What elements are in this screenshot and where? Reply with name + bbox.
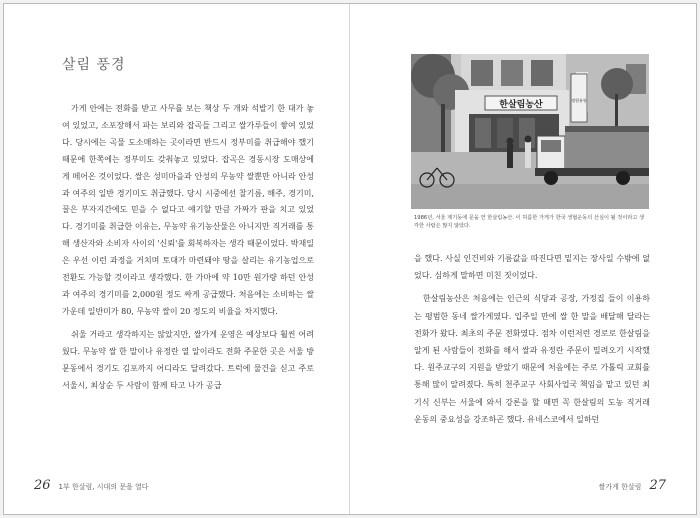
left-body-text xyxy=(62,101,314,394)
paragraph: 쉬울 거라고 생각하지는 않았지만, 쌀가게 운영은 예상보다 훨씬 어려웠다. 무농약 쌀 한 말이나 유정란 열 알이라도 전화 주문한 곳은 서울 방문동에서 경기도 김포까지 어디라도 달려갔다. 트럭에 물건을 싣고 주로 서울시, 최상순 두 사람이 함께 타고 나가 공급 xyxy=(62,329,314,390)
side-sign-text: 정원유통 xyxy=(571,98,587,103)
photo-caption: 1986년, 서울 제기동에 문을 연 한살림농산. 이 허름한 가게가 한국 생협운동의 산실이 될 것이라고 생각한 사람은 많지 않았다. xyxy=(414,215,645,229)
right-footer xyxy=(599,478,666,493)
storefront-photo xyxy=(411,54,649,209)
right-body-text xyxy=(414,250,650,428)
left-footer xyxy=(34,478,149,493)
page-number: 26 xyxy=(34,478,51,493)
paragraph: 한살림농산은 처음에는 인근의 식당과 공장, 가정집 들이 이용하는 평범한 동네 쌀가게였다. 입주일 만에 쌀 한 말을 배달해 달라는 전화가 왔다. 최초의 주문 전화였다. 점차 이런저런 경로로 한살림을 알게 된 사람들이 전화를 해서 쌀과 유정란 주문이 밀려오기 시작했다. 원주교구의 지원을 받았기 때문에 처음에는 주로 가톨릭 교회를 통해 많이 알려졌다. 특히 천주교구 사회사업국 책임을 맡고 있던 최기식 신부는 서울에 와서 강론을 할 때면 꼭 한살림의 도농 직거래 운동의 중요성을 강조하곤 했다. 유네스코에서 일하던 xyxy=(414,294,650,424)
left-page xyxy=(4,4,349,514)
book-spread xyxy=(3,3,697,515)
running-head: 1부 한살림, 시대의 문을 열다 xyxy=(58,483,149,491)
storefront-photo-illustration xyxy=(411,54,649,209)
shop-sign-text: 한살림농산 xyxy=(499,100,543,110)
paragraph: 을 했다. 사실 인건비와 기름값을 따진다면 밑지는 장사일 수밖에 없었다. 심하게 말하면 미친 짓이었다. xyxy=(414,254,650,281)
chapter-title: 살림 풍경 xyxy=(62,57,126,73)
right-page xyxy=(350,4,696,514)
running-head: 쌀가게 한살림 xyxy=(598,483,642,491)
paragraph: 가게 안에는 전화를 받고 사무를 보는 책상 두 개와 석발기 한 대가 놓여 있었고, 소포장해서 파는 보리와 잡곡들 그리고 쌀가루들이 쌓여 있었다. 당시에는 곡물 도소매하는 곳이라면 반드시 정부미를 취급해야 했기 때문에 한쪽에는 정부미도 갖춰놓고 있었다. 잡곡은 경동시장 도매상에게 떼어온 것이었다. 쌀은 성미마을과 안성의 무농약 쌀뿐만 아니라 안성과 여주의 일반 경기미도 취급했다. 당시 시중에선 찰기름, 해주, 경기미, 꿀은 부자지간에도 믿을 수 없다고 얘기할 만큼 가짜가 판을 치고 있었다. 경기미를 취급한 이유는, 무농약 유기농산물은 아니지만 직거래를 통해 생산자와 소비자 사이의 '신뢰'를 회복하자는 생각 때문이었다. 박재일은 우선 이런 과정을 거치며 토대가 마련돼야 땅을 살리는 유기농업으로 전환도 가능할 것이라고 생각했다. 한 가마에 약 10만 원가량 하던 안성과 여주의 경기미를 2,000원 정도 싸게 공급했다. 처음에는 소비하는 쌀 가운데 일반미가 80, 무농약 쌀이 20 정도의 비율을 차지했다. xyxy=(62,104,314,316)
page-number: 27 xyxy=(649,478,666,493)
